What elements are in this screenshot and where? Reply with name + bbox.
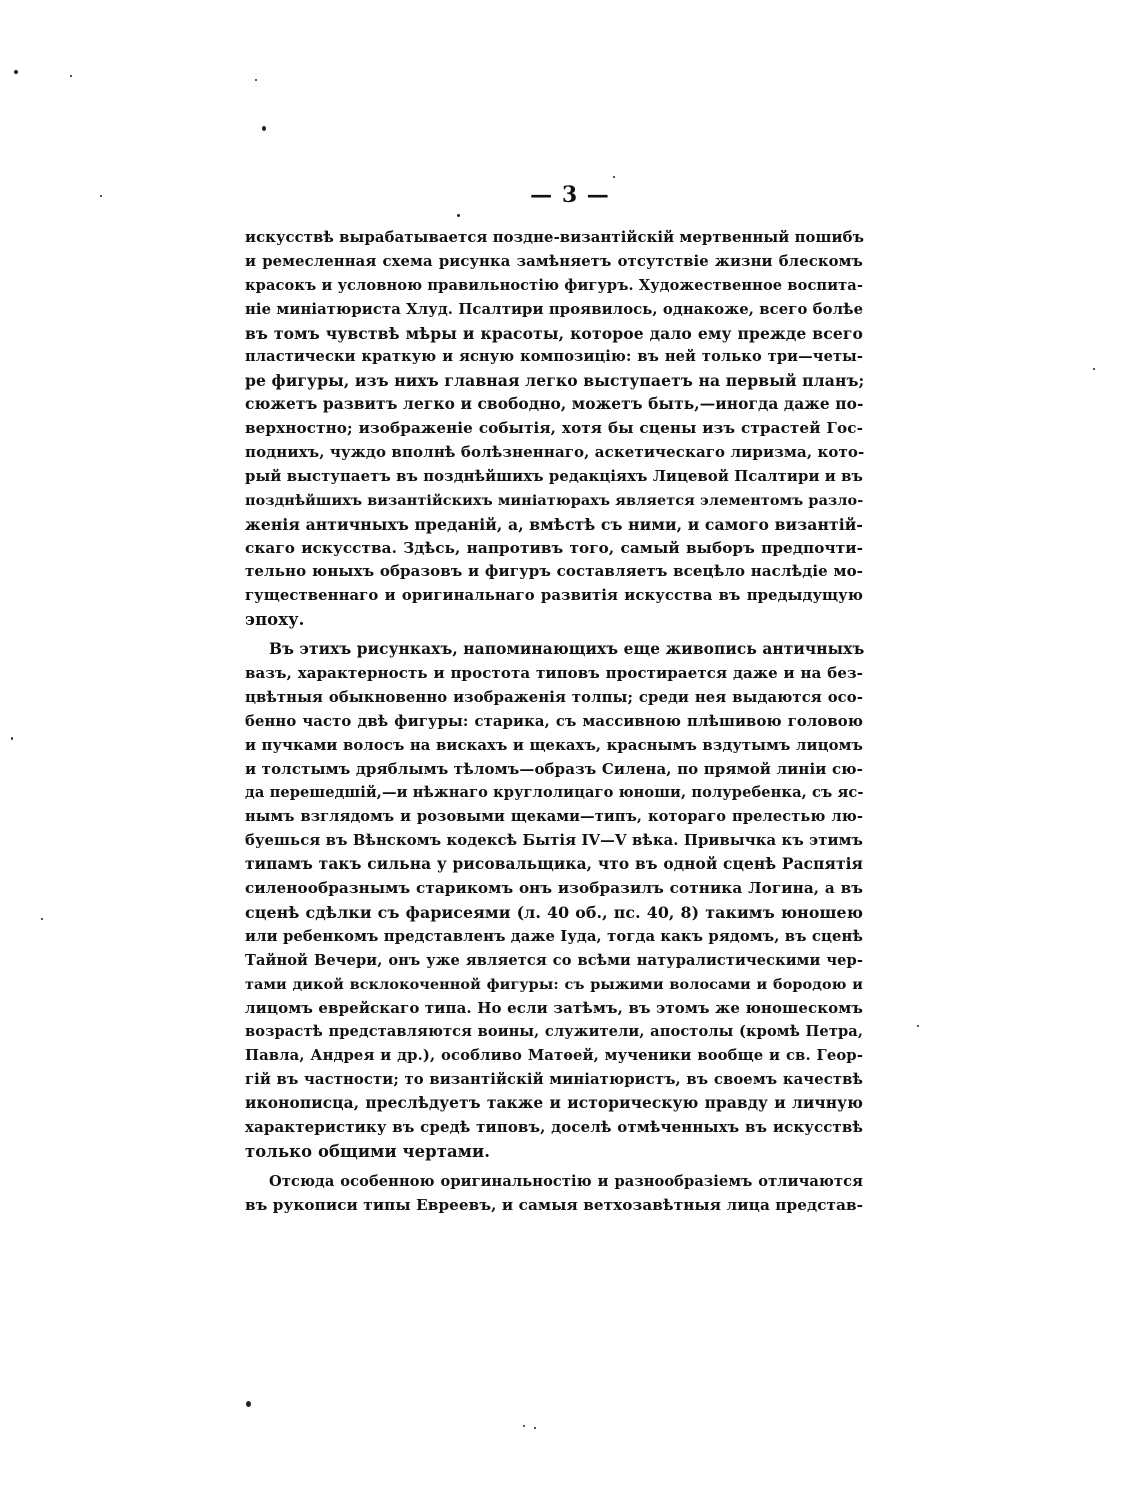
text-line: рый выступаетъ въ позднѣйшихъ редакціяхъ Лицевой Псалтири и въ	[245, 467, 863, 485]
text-line: въ рукописи типы Евреевъ, и самыя ветхозавѣтныя лица представ-	[245, 1195, 864, 1214]
text-line: эпоху.	[245, 610, 305, 630]
text-line: или ребенкомъ представленъ даже Іуда, тогда какъ рядомъ, въ сценѣ	[245, 927, 863, 945]
scan-speck	[11, 737, 13, 740]
text-line: гущественнаго и оригинальнаго развитія искусства въ предыдущую	[245, 587, 863, 605]
scan-speck	[262, 126, 266, 131]
text-line: Въ этихъ рисункахъ, напоминающихъ еще живопись античныхъ	[269, 640, 865, 659]
text-line: только общими чертами.	[245, 1141, 491, 1161]
page-number: — 3 —	[530, 182, 610, 208]
text-line: тами дикой всклокоченной фигуры: съ рыжими волосами и бородою и	[245, 975, 863, 993]
body-text	[245, 226, 863, 1218]
paragraph	[245, 1170, 863, 1218]
text-line: гій въ частности; то византійскій миніатюристъ, въ своемъ качествѣ	[245, 1071, 863, 1089]
text-line: возрастѣ представляются воины, служители, апостолы (кромѣ Петра,	[245, 1023, 863, 1041]
text-line: верхностно; изображеніе событія, хотя бы сцены изъ страстей Гос-	[245, 419, 863, 438]
text-line: да перешедшій,—и нѣжнаго круглолицаго юноши, полуребенка, съ яс-	[245, 784, 864, 802]
text-line: Павла, Андрея и др.), особливо Матѳей, мученики вообще и св. Геор-	[245, 1047, 863, 1065]
text-line: лицомъ еврейскаго типа. Но если затѣмъ, въ этомъ же юношескомъ	[245, 998, 863, 1017]
text-line: пластически краткую и ясную композицію: въ ней только три—четы-	[245, 348, 863, 366]
scan-speck	[70, 75, 72, 77]
scan-speck	[534, 1427, 536, 1429]
text-line: Тайной Вечери, онъ уже является со всѣми натуралистическими чер-	[245, 951, 863, 969]
text-line: искусствѣ вырабатывается поздне-византійскій мертвенный пошибъ	[245, 229, 865, 246]
text-line: буешься въ Вѣнскомъ кодексѣ Бытія IV—V вѣка. Привычка къ этимъ	[245, 832, 863, 850]
paragraph	[245, 226, 863, 632]
text-line: иконописца, преслѣдуетъ также и историческую правду и личную	[245, 1094, 863, 1113]
text-line: бенно часто двѣ фигуры: старика, съ массивною плѣшивою головою	[245, 712, 863, 730]
text-line: нымъ взглядомъ и розовыми щеками—типъ, котораго прелестью лю-	[245, 808, 863, 826]
scan-speck	[246, 1401, 251, 1407]
text-line: цвѣтныя обыкновенно изображенія толпы; среди нея выдаются осо-	[245, 688, 863, 706]
text-line: тельно юныхъ образовъ и фигуръ составляетъ всецѣло наслѣдіе мо-	[245, 562, 863, 581]
text-line: вазъ, характерность и простота типовъ простирается даже и на без-	[245, 664, 863, 683]
text-line: и ремесленная схема рисунка замѣняетъ отсутствіе жизни блескомъ	[245, 252, 863, 270]
text-line: силенообразнымъ старикомъ онъ изобразилъ сотника Логина, а въ	[245, 879, 863, 898]
paragraph	[245, 638, 863, 1164]
text-line: ніе миніатюриста Хлуд. Псалтири проявилось, однакоже, всего болѣе	[245, 300, 864, 318]
text-line: красокъ и условною правильностію фигуръ. Художественное воспита-	[245, 276, 863, 294]
text-line: и толстымъ дряблымъ тѣломъ—образъ Силена, по прямой линіи сю-	[245, 759, 863, 778]
text-line: ре фигуры, изъ нихъ главная легко выступаетъ на первый планъ;	[245, 371, 865, 391]
scan-speck	[14, 70, 18, 74]
text-line: типамъ такъ сильна у рисовальщика, что въ одной сценѣ Распятія	[245, 855, 863, 874]
scan-speck	[523, 1425, 525, 1427]
scan-speck	[255, 79, 257, 81]
text-line: сценѣ сдѣлки съ фарисеями (л. 40 об., пс. 40, 8) такимъ юношею	[245, 902, 863, 922]
scan-speck	[41, 918, 43, 920]
scan-speck	[613, 176, 615, 178]
text-line: и пучками волосъ на вискахъ и щекахъ, краснымъ вздутымъ лицомъ	[245, 736, 863, 754]
text-line: Отсюда особенною оригинальностію и разнообразіемъ отличаются	[269, 1172, 863, 1190]
scan-speck	[1093, 368, 1095, 370]
text-line: женія античныхъ преданій, а, вмѣстѣ съ ними, и самого византій-	[245, 514, 863, 534]
text-line: поднихъ, чуждо вполнѣ болѣзненнаго, аскетическаго лиризма, кото-	[245, 443, 865, 462]
text-line: въ томъ чувствѣ мѣры и красоты, которое дало ему прежде всего	[245, 323, 863, 343]
text-line: позднѣйшихъ византійскихъ миніатюрахъ является элементомъ разло-	[245, 491, 864, 509]
scan-speck	[917, 1025, 919, 1027]
scan-speck	[457, 214, 460, 217]
text-line: сюжетъ развитъ легко и свободно, можетъ быть,—иногда даже по-	[245, 395, 864, 414]
text-line: характеристику въ средѣ типовъ, доселѣ отмѣченныхъ въ искусствѣ	[245, 1117, 863, 1136]
text-line: скаго искусства. Здѣсь, напротивъ того, самый выборъ предпочти-	[245, 538, 863, 557]
